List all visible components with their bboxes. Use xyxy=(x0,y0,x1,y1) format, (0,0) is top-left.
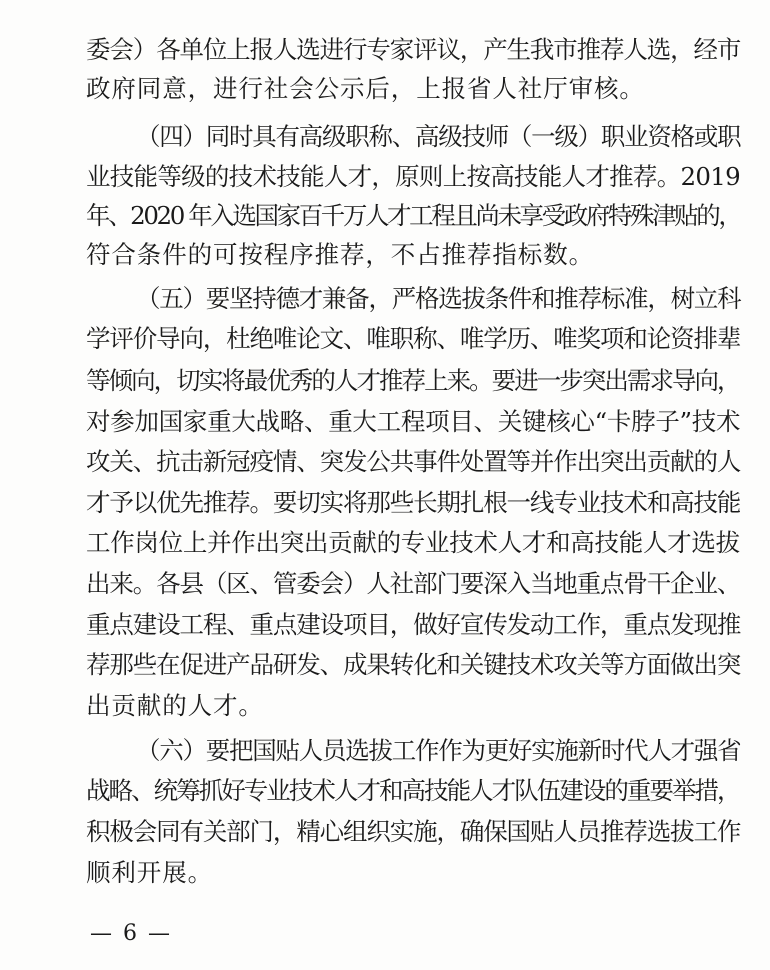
text-line: 攻关、抗击新冠疫情、突发公共事件处置等并作出突出贡献的人 xyxy=(86,447,741,476)
text-line: 出来。各县（区、管委会）人社部门要深入当地重点骨干企业、 xyxy=(86,569,741,598)
text-line: 工作岗位上并作出突出贡献的专业技术人才和高技能人才选拔 xyxy=(86,528,740,557)
text-line: 委会）各单位上报人选进行专家评议，产生我市推荐人选，经市 xyxy=(86,35,741,64)
page-number: — 6 — xyxy=(90,921,172,946)
text-line: 战略、统筹抓好专业技术人才和高技能人才队伍建设的重要举措， xyxy=(86,776,740,805)
text-line: 等倾向，切实将最优秀的人才推荐上来。要进一步突出需求导向， xyxy=(86,366,740,395)
text-line: 积极会同有关部门，精心组织实施，确保国贴人员推荐选拔工作 xyxy=(86,817,741,846)
text-line: 才予以优先推荐。要切实将那些长期扎根一线专业技术和高技能 xyxy=(86,488,741,517)
text-line: 学评价导向，杜绝唯论文、唯职称、唯学历、唯奖项和论资排辈 xyxy=(86,324,741,353)
text-line: 荐那些在促进产品研发、成果转化和关键技术攻关等方面做出突 xyxy=(86,650,741,679)
text-line: 重点建设工程、重点建设项目，做好宣传发动工作，重点发现推 xyxy=(86,610,741,639)
paragraph-five-start: （五）要坚持德才兼备，严格选拔条件和推荐标准，树立科 xyxy=(136,284,741,313)
paragraph-six-start: （六）要把国贴人员选拔工作作为更好实施新时代人才强省 xyxy=(136,736,741,765)
text-line: 对参加国家重大战略、重大工程项目、关键核心“卡脖子”技术 xyxy=(86,407,741,436)
text-line: 出贡献的人才。 xyxy=(86,691,264,720)
text-line: 政府同意，进行社会公示后，上报省人社厅审核。 xyxy=(86,74,645,103)
text-line: 顺利开展。 xyxy=(86,858,213,887)
text-line: 年、2020 年入选国家百千万人才工程且尚未享受政府特殊津贴的， xyxy=(86,201,741,230)
text-line: 符合条件的可按程序推荐，不占推荐指标数。 xyxy=(86,240,594,269)
paragraph-four-start: （四）同时具有高级职称、高级技师（一级）职业资格或职 xyxy=(136,122,741,151)
text-line: 业技能等级的技术技能人才，原则上按高技能人才推荐。2019 xyxy=(86,162,740,191)
